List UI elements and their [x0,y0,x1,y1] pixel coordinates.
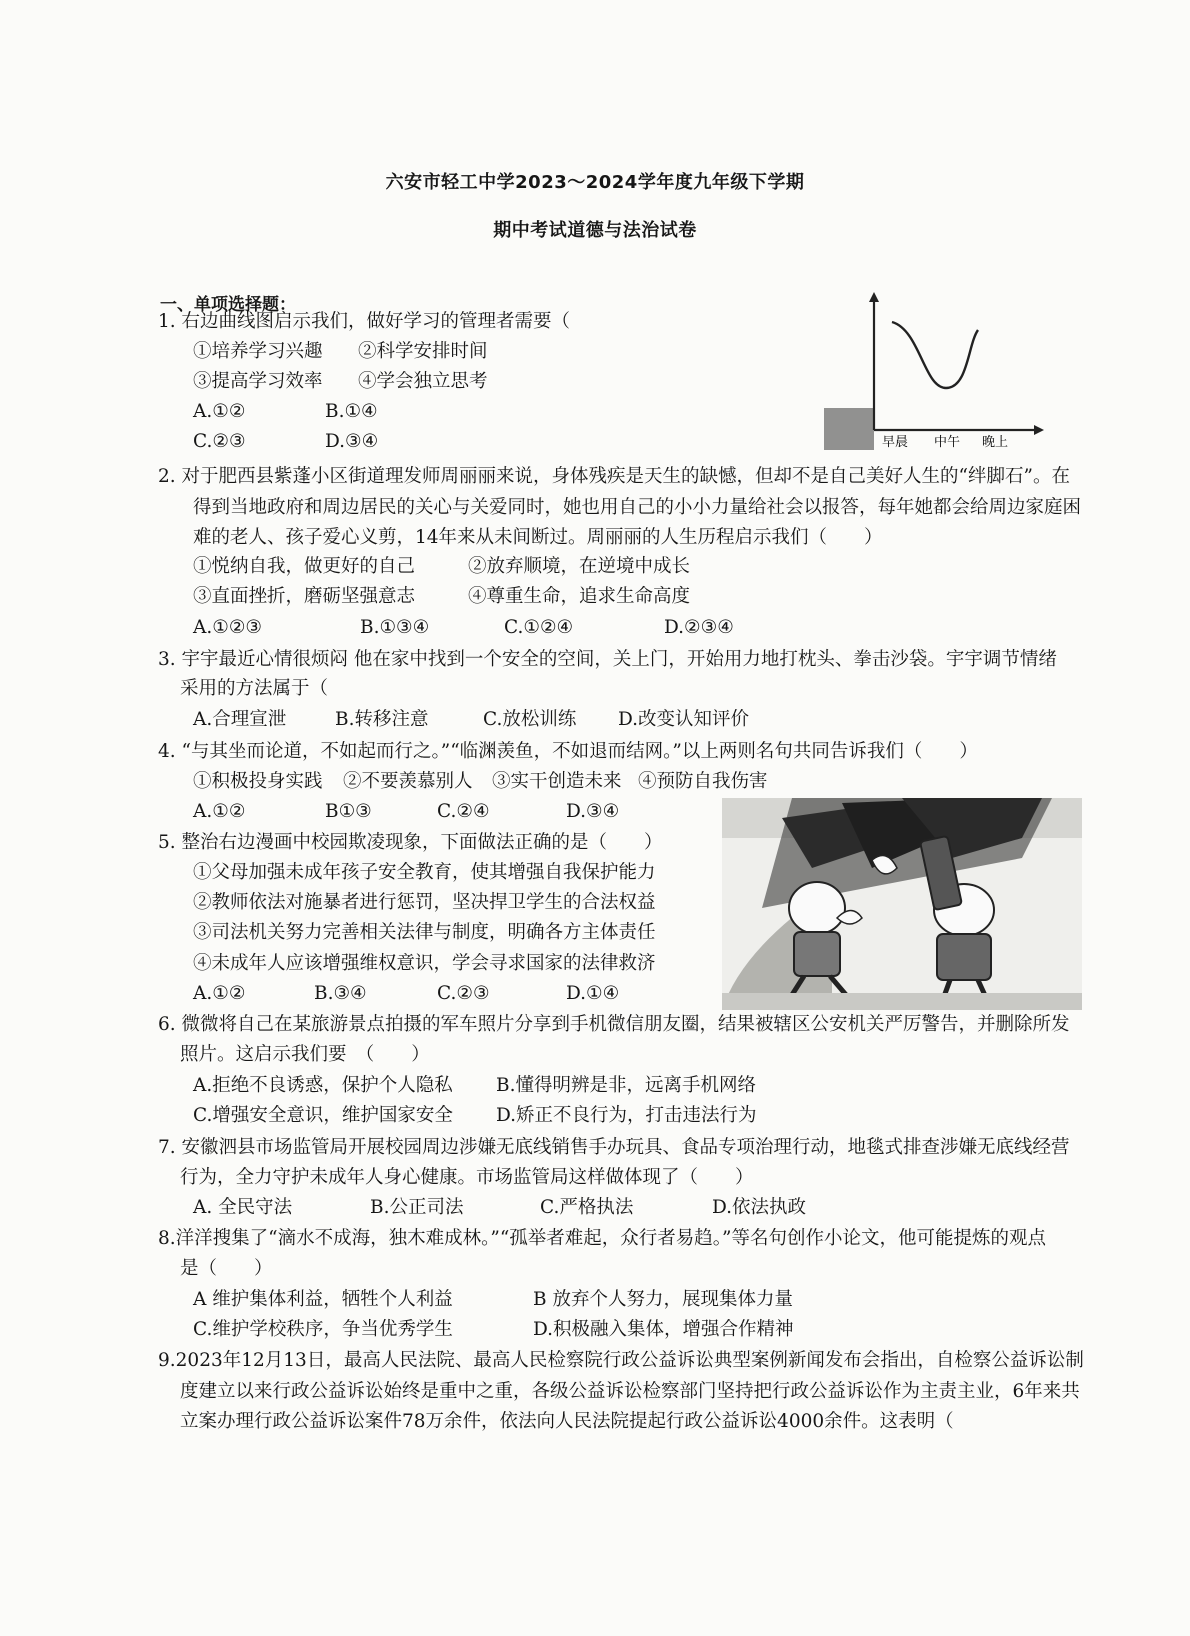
q3-option-d: D.改变认知评价 [618,709,750,730]
q8-option-b: B 放弃个人努力，展现集体力量 [533,1289,793,1310]
q5-statement-3: ③司法机关努力完善相关法律与制度，明确各方主体责任 [193,922,656,943]
q5-statement-4: ④未成年人应该增强维权意识，学会寻求国家的法律救济 [193,953,656,974]
q1-option-c: C.②③ [193,431,246,452]
q4-option-a: A.①② [193,801,246,822]
paper-title-line1: 六安市轻工中学2023～2024学年度九年级下学期 [385,172,805,193]
q4-statement-3: ③实干创造未来 [492,771,622,792]
q1-statement-2: ②科学安排时间 [358,341,488,362]
question-2-stem-line1: 2. 对于肥西县紫蓬小区街道理发师周丽丽来说，身体残疾是天生的缺憾，但却不是自己美好人生的“绊脚石”。在 [158,466,1070,487]
q5-statement-2: ②教师依法对施暴者进行惩罚，坚决捍卫学生的合法权益 [193,892,656,913]
q5-option-a: A.①② [193,983,246,1004]
q4-statement-2: ②不要羡慕别人 [343,771,473,792]
q4-option-d: D.③④ [566,801,620,822]
question-9-stem-line3: 立案办理行政公益诉讼案件78万余件，依法向人民法院提起行政公益诉讼4000余件。这表明（ [180,1411,954,1432]
q3-option-c: C.放松训练 [483,709,577,730]
q1-option-a: A.①② [193,401,246,422]
q1-statement-4: ④学会独立思考 [358,371,488,392]
q8-option-c: C.维护学校秩序，争当优秀学生 [193,1319,453,1340]
q2-option-b: B.①③④ [360,617,430,638]
q6-option-b: B.懂得明辨是非，远离手机网络 [496,1075,756,1096]
q4-statement-1: ①积极投身实践 [193,771,323,792]
question-9-stem-line1: 9.2023年12月13日，最高人民法院、最高人民检察院行政公益诉讼典型案例新闻发布会指出，自检察公益诉讼制 [158,1350,1084,1371]
question-6-stem-line2: 照片。这启示我们要 （ ） [180,1044,430,1065]
question-6-stem-line1: 6. 微微将自己在某旅游景点拍摄的军车照片分享到手机微信朋友圈，结果被辖区公安机关严厉警告，并删除所发 [158,1014,1070,1035]
question-1-stem: 1. 右边曲线图启示我们，做好学习的管理者需要（ [158,311,571,332]
q7-option-b: B.公正司法 [370,1197,464,1218]
q2-statement-3: ③直面挫折，磨砺坚强意志 [193,586,416,607]
q4-statement-4: ④预防自我伤害 [638,771,768,792]
question-2-stem-line3: 难的老人、孩子爱心义剪，14年来从未间断过。周丽丽的人生历程启示我们（ ） [193,527,883,548]
q2-statement-1: ①悦纳自我，做更好的自己 [193,556,416,577]
question-7-stem-line1: 7. 安徽泗县市场监管局开展校园周边涉嫌无底线销售手办玩具、食品专项治理行动，地毯式排查涉嫌无底线经营 [158,1137,1070,1158]
q7-option-c: C.严格执法 [540,1197,634,1218]
q2-option-a: A.①②③ [193,617,262,638]
q6-option-c: C.增强安全意识，维护国家安全 [193,1105,453,1126]
q1-option-d: D.③④ [325,431,379,452]
q2-option-d: D.②③④ [664,617,734,638]
q5-option-d: D.①④ [566,983,620,1004]
q8-option-a: A 维护集体利益，牺牲个人利益 [193,1289,453,1310]
q5-statement-1: ①父母加强未成年孩子安全教育，使其增强自我保护能力 [193,862,656,883]
q2-option-c: C.①②④ [504,617,574,638]
q5-option-b: B.③④ [314,983,367,1004]
q4-option-b: B①③ [325,801,372,822]
q3-option-a: A.合理宣泄 [193,709,287,730]
q1-option-b: B.①④ [325,401,378,422]
q2-statement-2: ②放弃顺境，在逆境中成长 [468,556,691,577]
q2-statement-4: ④尊重生命，追求生命高度 [468,586,691,607]
x-label-noon: 中午 [934,435,961,450]
learning-curve-figure [822,290,1078,460]
question-7-stem-line2: 行为，全力守护未成年人身心健康。市场监管局这样做体现了（ ） [180,1167,754,1188]
q8-option-d: D.积极融入集体，增强合作精神 [533,1319,794,1340]
q1-statement-1: ①培养学习兴趣 [193,341,323,362]
bullying-cartoon-figure [722,798,1082,1010]
x-label-evening: 晚上 [982,435,1009,450]
question-4-stem: 4. “与其坐而论道，不如起而行之。”“临渊羡鱼，不如退而结网。”以上两则名句共同告诉我们（ ） [158,741,978,762]
question-8-stem-line2: 是（ ） [180,1258,273,1279]
q4-option-c: C.②④ [437,801,490,822]
question-3-stem-line1: 3. 宇宇最近心情很烦闷 他在家中找到一个安全的空间，关上门，开始用力地打枕头、拳击沙袋。宇宇调节情绪 [158,649,1057,670]
q1-statement-3: ③提高学习效率 [193,371,323,392]
q6-option-a: A.拒绝不良诱惑，保护个人隐私 [193,1075,453,1096]
q7-option-d: D.依法执政 [712,1197,807,1218]
question-3-stem-line2: 采用的方法属于（ [180,678,329,699]
section-heading: 一、单项选择题： [160,295,296,315]
question-2-stem-line2: 得到当地政府和周边居民的关心与关爱同时，她也用自己的小小力量给社会以报答，每年她都会给周边家庭困 [193,497,1082,518]
x-label-morning: 早晨 [882,435,909,450]
paper-title-line2: 期中考试道德与法治试卷 [493,220,697,241]
question-8-stem-line1: 8.洋洋搜集了“滴水不成海，独木难成林。”“孤举者难起，众行者易趋。”等名句创作小论文，他可能提炼的观点 [158,1228,1046,1249]
q3-option-b: B.转移注意 [335,709,429,730]
question-5-stem: 5. 整治右边漫画中校园欺凌现象，下面做法正确的是（ ） [158,832,663,853]
q7-option-a: A. 全民守法 [193,1197,293,1218]
q6-option-d: D.矫正不良行为，打击违法行为 [496,1105,757,1126]
q5-option-c: C.②③ [437,983,490,1004]
question-9-stem-line2: 度建立以来行政公益诉讼始终是重中之重，各级公益诉讼检察部门坚持把行政公益诉讼作为主责主业，6年来共 [180,1381,1080,1402]
